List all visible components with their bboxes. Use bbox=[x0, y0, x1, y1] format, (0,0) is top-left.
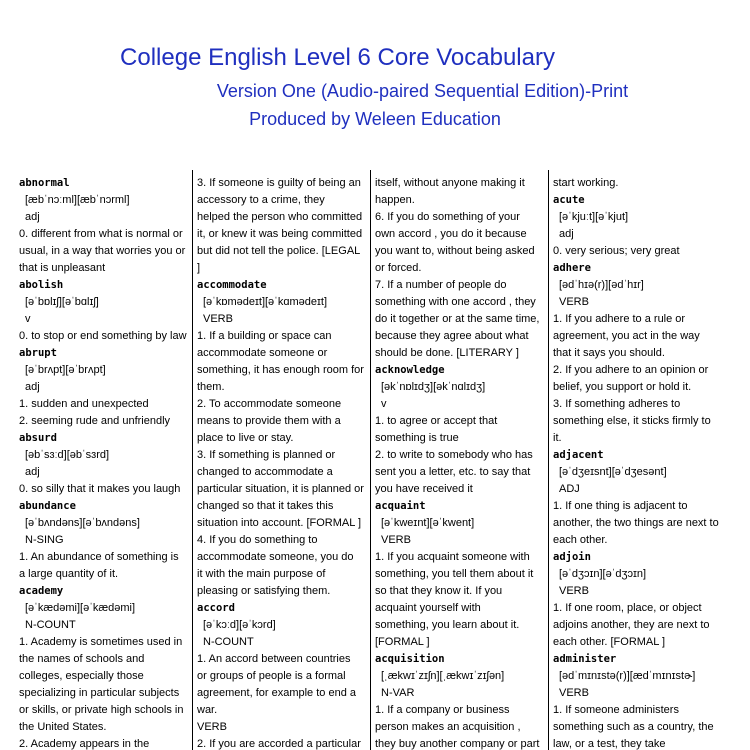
definition-line: 1. An accord between countries bbox=[197, 653, 351, 665]
headword: accord bbox=[197, 602, 235, 614]
definition-line: you want to, without being asked bbox=[375, 245, 535, 257]
pronunciation: [əˈdʒeɪsnt][əˈdʒesənt] bbox=[559, 466, 667, 478]
definition-line: 1. If you adhere to a rule or bbox=[553, 313, 686, 325]
definition-line: 1. sudden and unexpected bbox=[19, 398, 149, 410]
definition-line: person makes an acquisition , bbox=[375, 721, 521, 733]
headword: absurd bbox=[19, 432, 57, 444]
definition-line: accommodate someone, you do bbox=[197, 551, 354, 563]
definition-line: each other. bbox=[553, 534, 608, 546]
pronunciation: [ˌækwɪˈzɪʃn][ˌækwɪˈzɪʃən] bbox=[381, 670, 505, 682]
definition-line: 2. Academy appears in the bbox=[19, 738, 150, 750]
headword: accommodate bbox=[197, 279, 267, 291]
headword: academy bbox=[19, 585, 64, 597]
definition-line: 1. Academy is sometimes used in bbox=[19, 636, 183, 648]
pronunciation: [əˈkɒmədeɪt][əˈkɑmədeɪt] bbox=[203, 296, 327, 308]
definition-line: law, or a test, they take bbox=[553, 738, 666, 750]
definition-line: usual, in a way that worries you or bbox=[19, 245, 186, 257]
definition-line: that it says you should. bbox=[553, 347, 665, 359]
definition-line: 1. If you acquaint someone with bbox=[375, 551, 530, 563]
part-of-speech: N-COUNT bbox=[203, 636, 254, 648]
part-of-speech: ADJ bbox=[559, 483, 580, 495]
definition-line: 1. If a company or business bbox=[375, 704, 510, 716]
vocab-column-3 bbox=[375, 175, 547, 750]
pronunciation: [əˈbrʌpt][əˈbrʌpt] bbox=[25, 364, 106, 376]
definition-line: 2. seeming rude and unfriendly bbox=[19, 415, 171, 427]
definition-line: it with the main purpose of bbox=[197, 568, 326, 580]
vocab-column-2 bbox=[197, 175, 369, 750]
pronunciation: [æbˈnɔːml][æbˈnɔrml] bbox=[25, 194, 130, 206]
pronunciation: [əˈkædəmi][əˈkædəmi] bbox=[25, 602, 136, 614]
definition-line: something such as a country, the bbox=[553, 721, 714, 733]
definition-line: it. bbox=[553, 432, 562, 444]
definition-line: means to provide them with a bbox=[197, 415, 341, 427]
pronunciation: [əbˈsɜːd][əbˈsɜrd] bbox=[25, 449, 110, 461]
part-of-speech: v bbox=[25, 313, 31, 325]
pronunciation: [əˈkjuːt][əˈkjut] bbox=[559, 211, 629, 223]
definition-line: another, the two things are next to bbox=[553, 517, 719, 529]
definition-line: 1. An abundance of something is bbox=[19, 551, 179, 563]
definition-line: accommodate someone or bbox=[197, 347, 328, 359]
definition-line: colleges, especially those bbox=[19, 670, 144, 682]
headword: administer bbox=[553, 653, 617, 665]
definition-line: something with one accord , they bbox=[375, 296, 536, 308]
definition-line: changed to accommodate a bbox=[197, 466, 333, 478]
definition-line: 1. If one room, place, or object bbox=[553, 602, 702, 614]
document-subtitle bbox=[0, 81, 750, 102]
definition-line: belief, you support or hold it. bbox=[553, 381, 692, 393]
definition-line: agreement, for example to end a bbox=[197, 687, 356, 699]
definition-line: something, you learn about it. bbox=[375, 619, 520, 631]
headword: acute bbox=[553, 194, 585, 206]
definition-line: you have received it bbox=[375, 483, 473, 495]
part-of-speech: adj bbox=[25, 211, 40, 223]
headword: adhere bbox=[553, 262, 591, 274]
pronunciation: [əˈkweɪnt][əˈkwent] bbox=[381, 517, 475, 529]
definition-line: accessory to a crime, they bbox=[197, 194, 325, 206]
definition-line: but did not tell the police. [LEGAL bbox=[197, 245, 361, 257]
headword: abnormal bbox=[19, 177, 70, 189]
document-title: College English Level 6 Core Vocabulary bbox=[120, 44, 555, 71]
definition-line: 1. If a building or space can bbox=[197, 330, 332, 342]
column-divider bbox=[192, 170, 193, 750]
definition-line: agreement, you act in the way bbox=[553, 330, 700, 342]
definition-line: 1. If one thing is adjacent to bbox=[553, 500, 688, 512]
definition-line: pleasing or satisfying them. bbox=[197, 585, 331, 597]
definition-line: happen. bbox=[375, 194, 415, 206]
definition-line: VERB bbox=[197, 721, 227, 733]
definition-line: sent you a letter, etc. to say that bbox=[375, 466, 531, 478]
definition-line: them. bbox=[197, 381, 225, 393]
part-of-speech: VERB bbox=[381, 534, 411, 546]
definition-line: 0. so silly that it makes you laugh bbox=[19, 483, 181, 495]
pronunciation: [ədˈmɪnɪstə(r)][ædˈmɪnɪstɚ] bbox=[559, 670, 696, 682]
definition-line: 1. If someone administers bbox=[553, 704, 679, 716]
definition-line: helped the person who committed bbox=[197, 211, 363, 223]
definition-line: 6. If you do something of your bbox=[375, 211, 520, 223]
part-of-speech: v bbox=[381, 398, 387, 410]
column-divider bbox=[370, 170, 371, 750]
document-producer bbox=[0, 109, 750, 130]
definition-line: they buy another company or part bbox=[375, 738, 540, 750]
subtitle-text: Version One (Audio-paired Sequential Edition)-Print bbox=[216, 81, 629, 101]
definition-line: something, you tell them about it bbox=[375, 568, 534, 580]
pronunciation: [əˈdʒɔɪn][əˈdʒɔɪn] bbox=[559, 568, 647, 580]
column-divider bbox=[548, 170, 549, 750]
pronunciation: [əˈbʌndəns][əˈbʌndəns] bbox=[25, 517, 140, 529]
definition-line: each other. [FORMAL ] bbox=[553, 636, 666, 648]
definition-line: 2. If you adhere to an opinion or bbox=[553, 364, 709, 376]
definition-line: war. bbox=[197, 704, 218, 716]
headword: abolish bbox=[19, 279, 64, 291]
headword: adjoin bbox=[553, 551, 591, 563]
definition-line: it, or knew it was being committed bbox=[197, 228, 363, 240]
producer-text: Produced by Weleen Education bbox=[249, 109, 501, 129]
part-of-speech: N-VAR bbox=[381, 687, 415, 699]
definition-line: or skills, or private high schools in bbox=[19, 704, 184, 716]
definition-line: [FORMAL ] bbox=[375, 636, 430, 648]
definition-line: 7. If a number of people do bbox=[375, 279, 507, 291]
definition-line: the names of schools and bbox=[19, 653, 145, 665]
part-of-speech: VERB bbox=[559, 296, 589, 308]
headword: acquaint bbox=[375, 500, 426, 512]
definition-line: a large quantity of it. bbox=[19, 568, 119, 580]
definition-line: 2. to write to somebody who has bbox=[375, 449, 533, 461]
definition-line: should be done. [LITERARY ] bbox=[375, 347, 519, 359]
definition-line: own accord , you do it because bbox=[375, 228, 527, 240]
definition-line: adjoins another, they are next to bbox=[553, 619, 710, 631]
headword: abundance bbox=[19, 500, 76, 512]
definition-line: 0. different from what is normal or bbox=[19, 228, 183, 240]
definition-line: 1. to agree or accept that bbox=[375, 415, 498, 427]
definition-line: something is true bbox=[375, 432, 459, 444]
definition-line: 0. to stop or end something by law bbox=[19, 330, 187, 342]
definition-line: that is unpleasant bbox=[19, 262, 106, 274]
definition-line: start working. bbox=[553, 177, 619, 189]
pronunciation: [ədˈhɪə(r)][ədˈhɪr] bbox=[559, 279, 644, 291]
part-of-speech: VERB bbox=[203, 313, 233, 325]
headword: acquisition bbox=[375, 653, 445, 665]
part-of-speech: adj bbox=[25, 466, 40, 478]
definition-line: something, it has enough room for bbox=[197, 364, 364, 376]
definition-line: 3. If someone is guilty of being an bbox=[197, 177, 361, 189]
definition-line: so that they know it. If you bbox=[375, 585, 503, 597]
definition-line: particular situation, it is planned or bbox=[197, 483, 364, 495]
definition-line: ] bbox=[197, 262, 201, 274]
definition-line: or forced. bbox=[375, 262, 422, 274]
definition-line: because they agree about what bbox=[375, 330, 529, 342]
headword: acknowledge bbox=[375, 364, 445, 376]
part-of-speech: adj bbox=[559, 228, 574, 240]
definition-line: the United States. bbox=[19, 721, 107, 733]
part-of-speech: N-COUNT bbox=[25, 619, 76, 631]
definition-line: 3. If something is planned or bbox=[197, 449, 336, 461]
definition-line: something else, it sticks firmly to bbox=[553, 415, 711, 427]
part-of-speech: VERB bbox=[559, 687, 589, 699]
definition-line: 0. very serious; very great bbox=[553, 245, 680, 257]
part-of-speech: N-SING bbox=[25, 534, 64, 546]
part-of-speech: VERB bbox=[559, 585, 589, 597]
headword: abrupt bbox=[19, 347, 57, 359]
part-of-speech: adj bbox=[25, 381, 40, 393]
vocab-column-1 bbox=[19, 175, 191, 750]
vocab-column-4 bbox=[553, 175, 725, 750]
definition-line: changed so that it takes this bbox=[197, 500, 334, 512]
pronunciation: [əˈkɔːd][əˈkɔrd] bbox=[203, 619, 276, 631]
definition-line: 4. If you do something to bbox=[197, 534, 318, 546]
definition-line: itself, without anyone making it bbox=[375, 177, 525, 189]
definition-line: 2. If you are accorded a particular bbox=[197, 738, 361, 750]
definition-line: do it together or at the same time, bbox=[375, 313, 540, 325]
definition-line: place to live or stay. bbox=[197, 432, 294, 444]
definition-line: 2. To accommodate someone bbox=[197, 398, 342, 410]
headword: adjacent bbox=[553, 449, 604, 461]
definition-line: acquaint yourself with bbox=[375, 602, 481, 614]
pronunciation: [əˈbɒlɪʃ][əˈbɑlɪʃ] bbox=[25, 296, 99, 308]
definition-line: 3. If something adheres to bbox=[553, 398, 681, 410]
pronunciation: [əkˈnɒlɪdʒ][əkˈnɑlɪdʒ] bbox=[381, 381, 486, 393]
definition-line: situation into account. [FORMAL ] bbox=[197, 517, 362, 529]
definition-line: or groups of people is a formal bbox=[197, 670, 346, 682]
definition-line: specializing in particular subjects bbox=[19, 687, 180, 699]
